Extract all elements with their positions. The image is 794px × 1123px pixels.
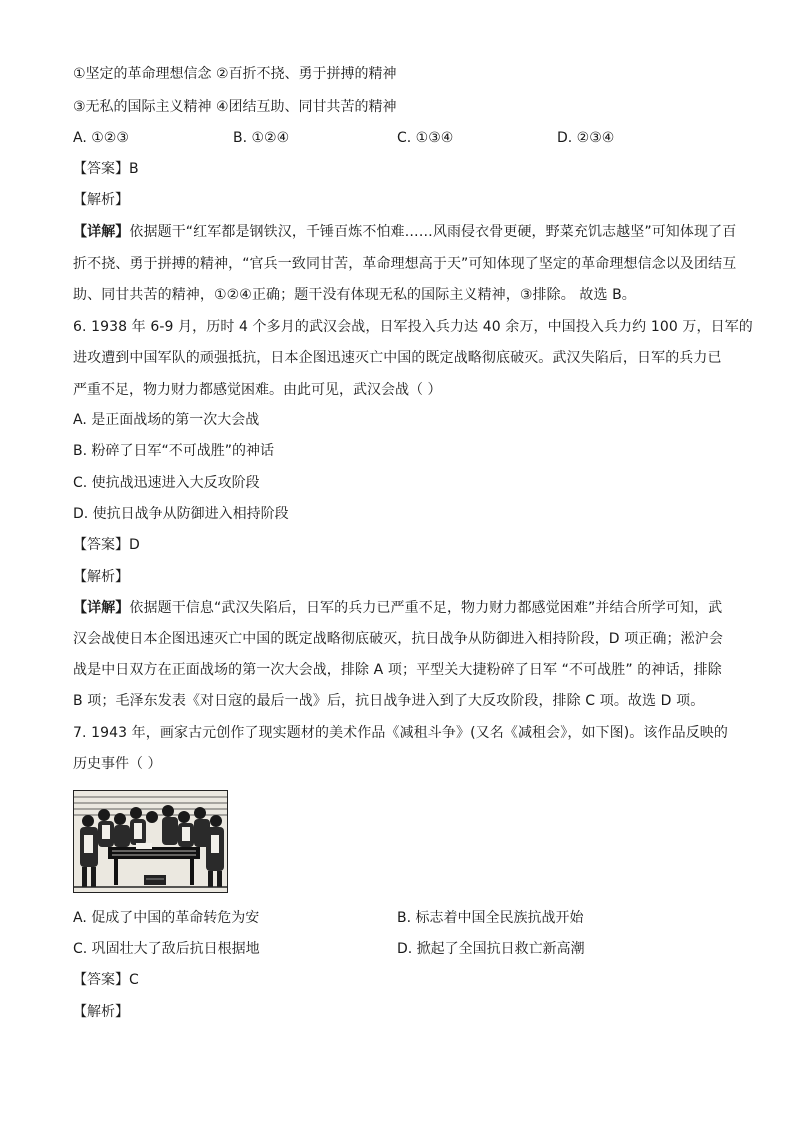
q6-answer: 【答案】D: [73, 537, 140, 553]
q6-option-a: A. 是正面战场的第一次大会战: [73, 412, 260, 428]
q5-detail-tag: 【详解】: [73, 224, 130, 240]
q5-option-b: B. ①②④: [233, 130, 290, 146]
q5-answer: 【答案】B: [73, 161, 139, 177]
q7-option-d: D. 掀起了全国抗日救亡新高潮: [397, 941, 585, 957]
q5-option-c: C. ①③④: [397, 130, 454, 146]
q6-option-d: D. 使抗日战争从防御进入相持阶段: [73, 506, 289, 522]
q5-detail-1: [73, 222, 737, 242]
q7-option-c: C. 巩固壮大了敌后抗日根据地: [73, 941, 260, 957]
q6-detail-1: [73, 598, 723, 618]
q7-answer: 【答案】C: [73, 972, 139, 988]
q5-statement-1: ①坚定的革命理想信念 ②百折不挠、勇于拼搏的精神: [73, 66, 397, 82]
q5-analysis-label: 【解析】: [73, 192, 129, 208]
q7-analysis-label: 【解析】: [73, 1004, 129, 1020]
q6-option-b: B. 粉碎了日军“不可战胜”的神话: [73, 443, 275, 459]
q6-detail-text-1: 依据题干信息“武汉失陷后，日军的兵力已严重不足，物力财力都感觉困难”并结合所学可知，武: [129, 600, 723, 616]
q5-option-d: D. ②③④: [557, 130, 615, 146]
q6-stem-3: 严重不足，物力财力都感觉困难。由此可见，武汉会战（ ）: [73, 382, 442, 398]
q7-stem-1: 7. 1943 年，画家古元创作了现实题材的美术作品《减租斗争》(又名《减租会》，如下图)。该作品反映的: [73, 725, 729, 741]
q6-detail-4: B 项；毛泽东发表《对日寇的最后一战》后，抗日战争进入到了大反攻阶段，排除 C 项。故选 D 项。: [73, 693, 705, 709]
q6-detail-tag: 【详解】: [73, 600, 130, 616]
q5-option-a: A. ①②③: [73, 130, 129, 146]
q6-detail-3: 战是中日双方在正面战场的第一次大会战，排除 A 项；平型关大捷粉碎了日军 “不可战胜” 的神话，排除: [73, 662, 722, 678]
q6-stem-1: 6. 1938 年 6-9 月，历时 4 个多月的武汉会战，日军投入兵力达 40 余万，中国投入兵力约 100 万，日军的: [73, 319, 753, 335]
q6-detail-2: 汉会战使日本企图迅速灭亡中国的既定战略彻底破灭，抗日战争从防御进入相持阶段，D 项正确；淞沪会: [73, 631, 723, 647]
q5-detail-3: 助、同甘共苦的精神，①②④正确；题干没有体现无私的国际主义精神，③排除。 故选 B。: [73, 287, 636, 303]
q6-option-c: C. 使抗战迅速进入大反攻阶段: [73, 475, 260, 491]
q7-stem-2: 历史事件（ ）: [73, 756, 162, 772]
q7-option-a: A. 促成了中国的革命转危为安: [73, 910, 260, 926]
q5-statement-2: ③无私的国际主义精神 ④团结互助、同甘共苦的精神: [73, 99, 397, 115]
woodcut-image: [73, 790, 228, 893]
q5-detail-2: 折不挠、勇于拼搏的精神，“官兵一致同甘苦，革命理想高于天”可知体现了坚定的革命理想信念以及团结互: [73, 256, 737, 272]
q5-detail-text-1: 依据题干“红军都是钢铁汉，千锤百炼不怕难……风雨侵衣骨更硬，野菜充饥志越坚”可知体现了百: [129, 224, 737, 240]
q6-stem-2: 进攻遭到中国军队的顽强抵抗，日本企图迅速灭亡中国的既定战略彻底破灭。武汉失陷后，日军的兵力已: [73, 350, 722, 366]
q7-option-b: B. 标志着中国全民族抗战开始: [397, 910, 584, 926]
q6-analysis-label: 【解析】: [73, 569, 129, 585]
